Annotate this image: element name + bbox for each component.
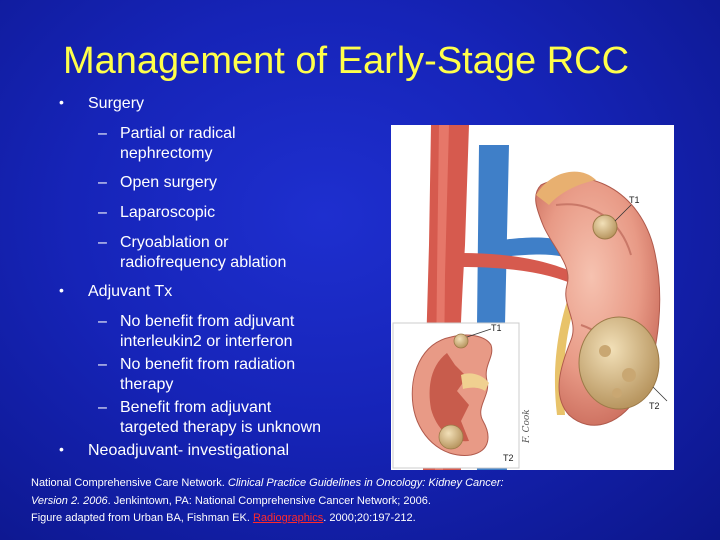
citation-line-2 [31, 493, 681, 511]
subitem-line: Cryoablation or [120, 234, 229, 251]
dash-marker: – [98, 174, 107, 191]
dash-marker: – [98, 204, 107, 221]
citation-footer [31, 475, 681, 528]
citation-text: . 2000;20:197-212. [323, 512, 416, 524]
subitem-line: No benefit from radiation [120, 356, 296, 373]
dash-marker: – [98, 313, 107, 330]
bullet-label: Neoadjuvant- investigational [88, 442, 290, 459]
figure-label-t2: T2 [649, 401, 660, 411]
citation-line-3 [31, 510, 681, 528]
tumor-texture [599, 345, 611, 357]
tumor-texture [612, 388, 622, 398]
subitem-cryoablation [98, 233, 287, 272]
dash-marker: – [98, 399, 107, 416]
citation-text: . Jenkintown, PA: National Comprehensive Cancer Network; 2006. [107, 494, 431, 507]
figure-label-t1: T1 [629, 195, 640, 205]
kidney-tumor-illustration [391, 125, 674, 470]
subitem-line: interleukin2 or interferon [120, 332, 293, 350]
citation-version-italic: Version 2. 2006 [31, 494, 108, 507]
bullet-label: Surgery [88, 95, 145, 112]
subitem-open-surgery [98, 173, 217, 193]
bullet-dot: • [59, 441, 64, 457]
dash-marker: – [98, 356, 107, 373]
subitem-line: No benefit from adjuvant [120, 313, 295, 330]
bullet-adjuvant-tx [59, 282, 173, 302]
inset-label-t1: T1 [491, 323, 502, 333]
citation-line-1 [31, 475, 681, 493]
subitem-line: Laparoscopic [120, 204, 216, 221]
bullet-label: Adjuvant Tx [88, 283, 173, 300]
subitem-partial-radical-nephrectomy [98, 124, 236, 163]
subitem-line: therapy [120, 375, 174, 393]
radiographics-link[interactable]: Radiographics [252, 512, 324, 524]
subitem-targeted-therapy [98, 398, 322, 437]
subitem-no-benefit-interleukin [98, 312, 295, 351]
inset-tumor-t2 [439, 425, 463, 449]
subitem-line: Benefit from adjuvant [120, 399, 272, 416]
dash-marker: – [98, 125, 107, 142]
subitem-laparoscopic [98, 203, 216, 223]
subitem-line: Open surgery [120, 174, 217, 191]
dash-marker: – [98, 234, 107, 251]
tumor-texture [622, 368, 636, 382]
citation-text: National Comprehensive Care Network. [31, 477, 228, 489]
inset-tumor-t1 [454, 334, 468, 348]
subitem-line: targeted therapy is unknown [120, 418, 322, 436]
inset-label-t2: T2 [503, 453, 514, 463]
bullet-surgery [59, 94, 145, 114]
bullet-dot: • [59, 282, 64, 298]
bullet-neoadjuvant [59, 441, 290, 461]
citation-title-italic: Clinical Practice Guidelines in Oncology: Kidney Cancer: [227, 477, 504, 489]
subitem-line: nephrectomy [120, 144, 213, 162]
bullet-dot: • [59, 94, 64, 110]
label-line-t2 [653, 387, 667, 401]
subitem-no-benefit-radiation [98, 355, 296, 394]
tumor-t1 [593, 215, 617, 239]
artist-signature: F. Cook [522, 409, 532, 443]
subitem-line: radiofrequency ablation [120, 253, 287, 271]
slide-title: Management of Early-Stage RCC [63, 40, 630, 82]
subitem-line: Partial or radical [120, 125, 236, 142]
citation-text: Figure adapted from Urban BA, Fishman EK. [31, 512, 253, 524]
